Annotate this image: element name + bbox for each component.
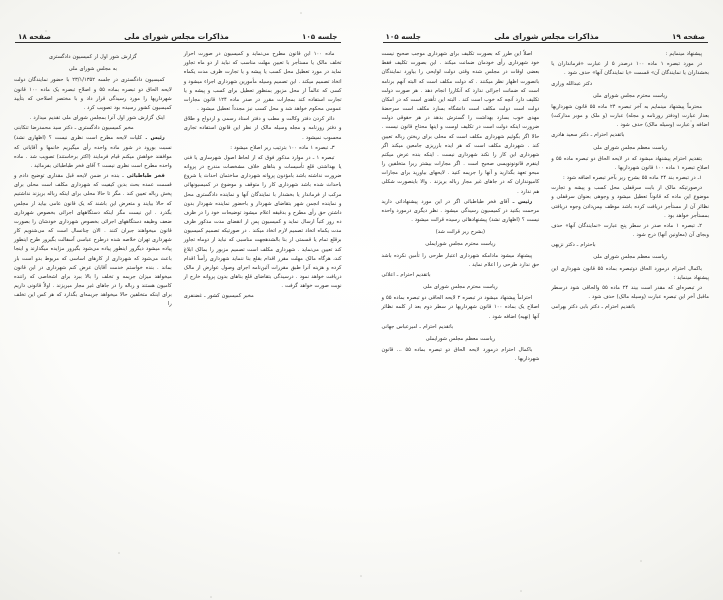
column-left-outer [551, 50, 709, 584]
body-paragraph: در مورد تبصره ۱ ماده ۱۰۰ درصدر ۵ از عبارت «فرمانداران یا بخشداران یا نمایندگان آن» قسمت «یا نمایندگان آنها» حذف شود . [551, 61, 709, 77]
body-paragraph: باکمال احترام درمورد الحاق دوتبصره بماده ۵۵ قانون شهرداری این پیشنهاد مینماید : [551, 265, 709, 281]
column-text-right-inner [14, 53, 172, 310]
body-paragraph: در تبصره‌ای که مقدر است بیند ۲۴ ماده ۵۵ والحاقی شود درسطر ماقبل آخر این تبصره عبارت (وسیله مالک) حذف شود . [551, 284, 709, 301]
header-rule-right [15, 42, 341, 43]
paragraph-heading: گزارش شور اول از کمیسیون دادگستری [49, 54, 137, 60]
speaker-name: فخر طباطبائی [123, 173, 165, 180]
session-label-right: جلسه ۱۰۵ [302, 32, 338, 41]
column-text-left-inner [382, 50, 540, 365]
signature-line: باتقدیم احترام ـ دکتر سعید هادری [551, 132, 625, 139]
body-paragraph: درصورتیکه مالک از بابت سرقفلی محل کسب و پیشه و تجارت موضوع این ماده که قانوناً تعطیل میشود و وجوهی بعنوان سرقفلی و نظائر آن از مستأجر دریافت کرده باشد موظف بپس‌دادن وجوه دریافتی بمستأجر خواهد بود . [551, 185, 709, 219]
body-paragraph: ۱ـ در تبصره بند ۲۴ ماده ۵۵ بشرح زیر بآخر تبصره اضافه شود : [563, 175, 702, 182]
columns-right [14, 50, 342, 584]
page-header-left [382, 22, 710, 42]
body-paragraph: کمیسیون دادگستری در جلسه ۲۳/۱/۱۳۵۲ با حضور نمایندگان دولت لایحه الحاق دو تبصره بماده ۵۵ و اصلاح تبصره یک ماده ۱۰۰ قانون شهرداریها را مورد رسیدگی قرار داد و با مختصر اصلاحی که بتأیید کمیسیون کشور رسیده بود تصویب کرد . [14, 77, 172, 111]
speech-paragraph: رئیس ـ آقای فخر طباطبائی اگر در این مورد پیشنهاداتی دارید مرحمت بکنید در کمیسیون رسیدگی میشود . نظر دیگری درمورد واحده نیست ؟ (اظهاری نشد) پیشنهادهائی رسیده قرائت میشود . [381, 198, 540, 224]
body-paragraph: اینک گزارش شور اول آنرا بمجلس شورای ملی تقدیم میدارد . [29, 115, 165, 122]
body-paragraph: ۲ـ تبصره ۱ ماده صدر در سطر پنج عبارت «نمایندگان آنها» حذف وبجای آن (معاونین آنها) درج شود . [551, 222, 709, 239]
publication-title-left: مذاکرات مجلس شورای ملی [494, 32, 599, 41]
column-right-inner [14, 50, 172, 584]
page-left [362, 0, 723, 600]
body-paragraph: پیشنهاد میشود مادامکه شهرداری اعتبار طرحی را تأمین نکرده باشد حق ندارد طرحی را اعلام نماید . [381, 252, 540, 268]
body-paragraph: اصلاً این طرز که بصورت تکلیف برای شهرداری موجب صحیح نیست خود شهرداری رأی خودمان ضمانت میکند . این بصورت تکلیف فقط بعضی اوقات در مجلس شده وقتی دولت لوایحی را بیاورد نمایندگان بانصورت اظهار نظر میکنند . که دولت مکلف است که البته آنهم برنامه است که ضمانت اجرائی ندارد که آنکاررا انجام دهد . هر صورت دولت تکلیف دارد آنچه که خوب است کند . البته این تأهدی است که در امکان دولت است دولت مکلف است دانشگاه بسازد مکلف است سرحضهٔ مهدی خوب بسازد بهداشت را گسترش بدهد در هر حقوقی دولت ضرورت اینکه دولت است در تکلیف اوست و اینها محتاج قانون نیست . حالا اگر بگوئیم شهرداری مکلف است که محلی برای ریختن زباله تعیین کند . شهرداری مکلف است که هر ایده بازریزی جامعین میکند اگر شهرداری این کار را نکند شهرداری نیست . اینکه بنده عرض میکنم اینفرم قانونونویسی صحیح است . اگر مجازات بیشتر زیرا متخلفین را مبحو تعهد بگذارید و آنها را جریمه کنید . لایحهای بیاورید برای مجازات کامیونداران که در جاهای غیر مجاز زباله بریزند . والا باینصورت شکلی هم ندارد . [381, 51, 540, 195]
paragraph-heading: ریاست محترم مجلس شورای ملی [423, 284, 498, 291]
column-left-inner [382, 50, 540, 584]
speaker-name: رئیس . [141, 135, 165, 142]
page-number-left: صفحه ۱۹ [672, 32, 705, 41]
speaker-name: رئیس ـ [508, 198, 533, 205]
header-rule-left [383, 42, 709, 43]
paragraph-heading: ریاست معظم مجلس شورای ملی [593, 254, 668, 261]
column-text-right-outer [184, 50, 342, 302]
paragraph-heading: (بشرح زیر قرائت شد) [435, 229, 485, 236]
body-paragraph: پیشنهاد مینمایم : [665, 51, 702, 57]
signature-line: باتقدیم احترام ـ دکتر بابی دکتر بهرامی [551, 304, 636, 311]
column-right-outer [184, 50, 342, 584]
body-paragraph: محترماً پیشنهاد مینمایم به آخر تبصره ۲۴ ماده ۵۵ قانون شهرداریها بعداز عبارت (ودفتر روزنامه و مجله) عبارت (و ملک و موبر مدارکت) اضافه و عبارت (وسیله مالک) حذف شود . [551, 103, 709, 129]
speech-paragraph: رئیس . کلیات لایحه مطرح است نظری نیست ؟ (اظهاری نشد) نسبت بورود در شور ماده واحده رأی میگیریم خانمها و آقایانی که موافقند خواهش میکنم قیام فرمایند (اکثر برخاستند) تصویب شد . ماده واحده مطرح است نظری نیست ؟ آقای فخر طباطبائی بفرمائید . [14, 135, 172, 169]
body-paragraph: احتراماً پیشنهاد میشود در تبصره ۲ لایحه الحاقی دو تبصره بماده ۵۵ و اصلاح یک بماده ۱۰۰ قانون شهرداریها در سطر دوم بعد از کلمه نظائر آنها (نهیه) اضافه شود . [381, 295, 540, 320]
signature-line: مخبر کمیسیون دادگستری ـ دکتر سید محمدرضا تنکابنی [14, 125, 134, 132]
body-paragraph: بتقدیم احترام پیشنهاد میشود که در لایحه الحاق دو تبصره ماده ۵۵ و اصلاح تبصره ۱ ماده ۱۰۰ قانون شهرداریها . [551, 155, 709, 171]
signature-line: دکتر عبدالله ورازی [551, 80, 593, 87]
signature-line: باحترام ـ دکتر نزیهی [551, 242, 596, 249]
body-paragraph: تبصره ۱ ـ در موارد مذکور فوق که از لحاظ اصول شهرسازی یا فنی یا بهداشتی قلع تأسیسات و بناهای خلاف مشخصات مندرج در پروانه ضرورت نداشته باشد بامؤدون پروانه شهرداری ساختمان احداث یا شروع باحداث شده باشد شهرداری کار را متوقف و موضوع در کمیسیونهائی مرکب از فرماندار یا بخشدار با نمایندگان آنها و نماینده دادگستری محل و نماینده انجمن شهر بتقاضای شهردار و باحضور نماینده شهردار بدون داشتن حق رأی مطرح و بدقیقه اعلام میشود توضیحات خود را در ظرف ده روز کتباً ارسال نماید و کمیسیون پس از انقضای مدت مذکور ظرف مدت یکماه اتخاذ تصمیم لازم اتخاذ میکند . در صورتیکه تصمیم کمیسیون برقلع تمام یا قسمتی از بنا بالشدهجهت مناسبی که نباید از دوماه تجاوز کند تعیین می‌نماید . شهرداری مکلف است تصمیم مزبور را بمالک ابلاغ کند، هرگاه مالک مهلت مقرر اقدام بقلع بنا ننماید شهرداری رأساً اقدام کرده و هزینه آنرا طبق مقررات آئین‌نامه اجرای وصول عوارض از مالک دریافت خواهد نمود . درسیدگی بتقاضای قلع بناهای بدون پروانه خارج از نوبت صورت خواهد گرفت . [183, 154, 342, 290]
paragraph-heading: ریاست معظم مجلس شورای ملی [593, 144, 668, 151]
paragraph-heading: ریاست معظم مجلس شورایملی [425, 335, 496, 342]
body-paragraph: باکمال احترام درمورد لایحه الحاق دو تبصره بماده ۵۵ ... قانون شهرداریها . [381, 347, 540, 363]
signature-line: باتقدیم احترام ـ اعلائی [381, 271, 431, 278]
session-label-left: جلسه ۱۰۵ [385, 32, 421, 41]
column-text-left-outer [551, 50, 709, 312]
page-header-right [14, 22, 342, 42]
paragraph-heading: ریاست محترم مجلس شورایملی [425, 241, 496, 248]
page-number-right: صفحه ۱۸ [18, 32, 51, 41]
paragraph-heading: ریاست محترم مجلس شورای ملی [592, 92, 668, 99]
body-paragraph: ماده ۱۰۰ این قانون مطرح می‌نماید و کمیسیون در صورت احراز تخلف مالک یا مستأجر با تعیین مهلت مناسب که نباید از دو ماه تجاوز نماید در مورد تعطیل محل کسب یا پیشه و یا تجارت ظرف مدت یکماه اتخاذ تصمیم میکند . این تصمیم وسیله مأمورین شهرداری اجراء میشود و کسی که عالماً از محل مزبور بمنظور تعطیل برای کسب و پیشه و یا تجارت استفاده کند بمجازات مقرر در صدر ماده ۱۲۴ قانون مجازات عمومی محکوم خواهد شد و محل کسب نیز مجدداً تعطیل میشود . [183, 51, 342, 113]
speech-paragraph: فخر طباطبائی ـ بنده در ضمن لایحه قبل مقداری توضیح دادم و قسمت عمده بحث بدین کیفیت که شهرداری مکلف است محلی برای پخش زباله تعیین کند . مگر تا حالا محلی برای اینکه زباله بریزند نداشتیم که حالا بیایند و متعرض این باشند که یک قانون عامی بیاید از مجلس بگذرد . این نیست مگر اینکه دستگاههای اجرائی بخصوص شهرداری ضعف وظیفه دستگاههای اجرائی بخصوص شهرداری خودشان را بصورت قانون میخواهند جبران کنند . الان چنانسال است که می‌شنویم کار شهرداری تهران خلاصه شده درطرح عباسی آسفالت بگیروز طرح اینطور پیاده میشود دیگروز اینطور پیاده می‌شود بگیروز مزایده میگذارند و اینجا باعث می‌شود که شهرداری از کارهای اساسی که مربوط بدو است باز بماند . بنده خواستم خدمت آقایان عرض کنم شهرداری در این قانون میخواهد میزان جریمه و تخلف را بالا ببرد برای اشخاصی که راننده کامیون هستند و زباله را در جاهای غیر مجاز میریزند . اولاً قانونی داریم برای اینکه متخلفین حالا میخواهد جریمه‌ای بگذارد که هر کس این تخلف را [14, 173, 172, 308]
signature-line: باتقدیم احترام ـ امیرعباس جهانی [381, 323, 454, 330]
columns-left [382, 50, 710, 584]
signature-line: مخبر کمیسیون کشور ـ غضنفری [183, 293, 254, 300]
body-paragraph: دائر کردن دفتر وکالت و مطب و دفتر اسناد رسمی و ازدواج و طلاق و دفتر روزنامه و مجله وسیله مالک از نظر این قانون استفاده تجاری محسوب نمیشود . [183, 116, 342, 141]
body-paragraph: ۳ـ تبصره ۱ ماده ۱۰۰ بترتیب زیر اصلاح میشود : [230, 144, 335, 151]
paragraph-heading: به مجلس شورای ملی [68, 66, 117, 73]
publication-title-right: مذاکرات مجلس شورای ملی [124, 32, 229, 41]
